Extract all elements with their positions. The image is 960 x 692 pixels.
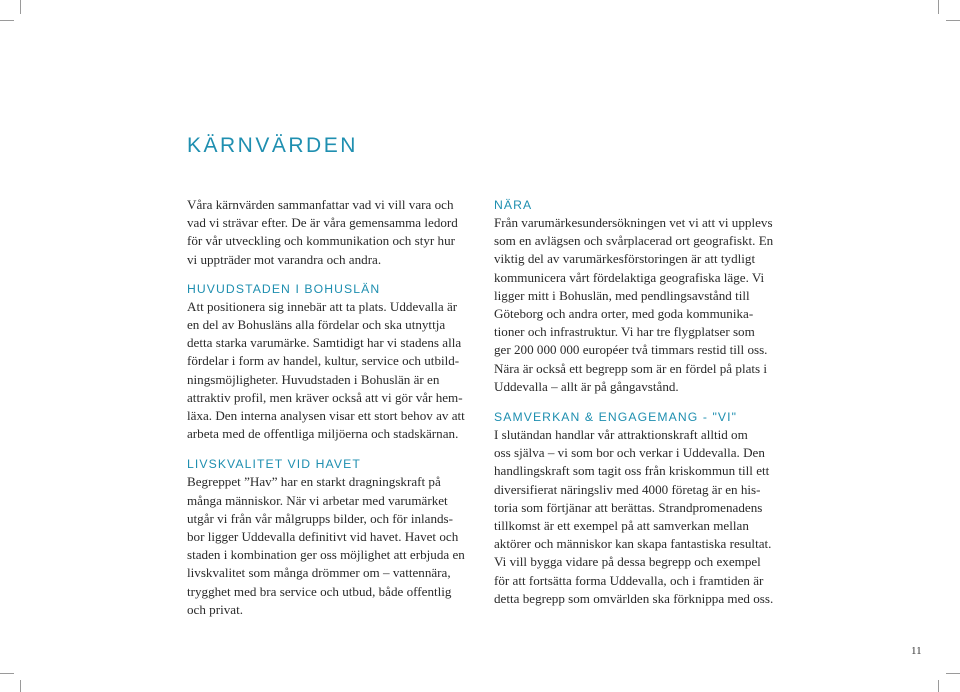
text-line: Att positionera sig innebär att ta plats. Uddevalla är — [187, 298, 458, 314]
text-line: många människor. När vi arbetar med varumärket — [187, 492, 448, 508]
text-line: en del av Bohusläns alla fördelar och ska utnyttja — [187, 317, 446, 333]
text-line: som en avlägsen och svårplacerad ort geografiskt. En — [494, 233, 774, 249]
text-line: diversifierat näringsliv med 4000 företag är en his- — [494, 481, 761, 497]
text-line: ligger mitt i Bohuslän, med pendlingsavstånd till — [494, 287, 750, 303]
section-heading: NÄRA — [494, 198, 533, 212]
text-line: Uddevalla – allt är på gångavstånd. — [494, 378, 679, 394]
text-line: livskvalitet som många drömmer om – vattennära, — [187, 565, 451, 581]
text-line: attraktiv profil, men kräver också att vi gör vår hem- — [187, 389, 463, 405]
text-line: Begreppet ”Hav” har en starkt dragningskraft på — [187, 474, 441, 490]
crop-mark-bottom-left-h — [0, 673, 14, 674]
text-line: oss själva – vi som bor och verkar i Uddevalla. Den — [494, 445, 765, 461]
section-body — [494, 214, 784, 396]
text-line: aktörer och människor kan skapa fantastiska resultat. — [494, 536, 772, 552]
text-line: Göteborg och andra orter, med goda kommunika- — [494, 306, 754, 322]
text-line: utgår vi från vår målgrupps bilder, och för inlands- — [187, 510, 453, 526]
text-line: tioner och infrastruktur. Vi har tre flygplatser som — [494, 324, 755, 340]
text-line: viktig del av varumärkesförstoringen är att tydligt — [494, 251, 756, 267]
section-body — [187, 473, 477, 619]
section-heading: SAMVERKAN & ENGAGEMANG - "VI" — [494, 410, 738, 425]
crop-mark-bottom-right-v — [938, 680, 939, 692]
section-heading: HUVUDSTADEN I BOHUSLÄN — [187, 281, 381, 296]
page-title: KÄRNVÄRDEN — [187, 134, 358, 157]
text-line: för att fortsätta forma Uddevalla, och i framtiden är — [494, 572, 764, 588]
right-column — [494, 196, 784, 608]
crop-mark-top-left-h — [0, 20, 14, 21]
text-line: I slutändan handlar vår attraktionskraft alltid om — [494, 427, 748, 443]
text-line: läxa. Den interna analysen visar ett stort behov av att — [187, 408, 465, 424]
text-line: och privat. — [187, 601, 243, 617]
section-body — [494, 426, 784, 608]
text-line: vi uppträder mot varandra och andra. — [187, 251, 382, 267]
text-line: ger 200 000 000 européer två timmars restid till oss. — [494, 342, 768, 358]
text-line: handlingskraft som tagit oss från kriskommun till ett — [494, 463, 770, 479]
text-line: staden i kombination ger oss möjlighet att erbjuda en — [187, 547, 465, 563]
text-line: Våra kärnvärden sammanfattar vad vi vill vara och — [187, 197, 454, 212]
text-line: detta begrepp som omvärlden ska förknippa med oss. — [494, 590, 774, 606]
text-line: ningsmöjligheter. Huvudstaden i Bohuslän är en — [187, 371, 440, 387]
text-line: arbeta med de offentliga miljöerna och stadskärnan. — [187, 426, 459, 442]
left-column — [187, 196, 477, 619]
text-line: fördelar i form av handel, kultur, service och utbild- — [187, 353, 460, 369]
text-line: trygghet med bra service och utbud, både offentlig — [187, 583, 452, 599]
text-line: för vår utveckling och kommunikation och styr hur — [187, 233, 455, 249]
crop-mark-top-left-v — [20, 0, 21, 14]
section-huvudstaden — [187, 280, 477, 444]
section-samverkan — [494, 408, 784, 608]
crop-mark-bottom-right-h — [946, 673, 960, 674]
section-heading: LIVSKVALITET VID HAVET — [187, 457, 361, 472]
crop-mark-bottom-left-v — [20, 680, 21, 692]
page-number: 11 — [911, 645, 922, 657]
text-line: toria som förtjänar att berättas. Strandpromenadens — [494, 499, 763, 515]
text-line: bor ligger Uddevalla definitivt vid havet. Havet och — [187, 529, 459, 545]
section-body — [187, 298, 477, 444]
text-line: Vi vill bygga vidare på dessa begrepp och exempel — [494, 554, 761, 570]
section-livskvalitet — [187, 455, 477, 619]
text-line: Från varumärkesundersökningen vet vi att vi upplevs — [494, 215, 773, 230]
text-line: detta starka varumärke. Samtidigt har vi stadens alla — [187, 335, 462, 351]
section-nara — [494, 196, 784, 396]
text-line: vad vi strävar efter. De är våra gemensamma ledord — [187, 215, 458, 231]
text-line: Nära är också ett begrepp som är en fördel på plats i — [494, 360, 768, 376]
text-line: tillkomst är ett exempel på att samverkan mellan — [494, 518, 749, 534]
text-line: kommunicera vårt fördelaktiga geografiska läge. Vi — [494, 269, 765, 285]
crop-mark-top-right-v — [938, 0, 939, 14]
crop-mark-top-right-h — [946, 20, 960, 21]
intro-paragraph — [187, 196, 477, 269]
